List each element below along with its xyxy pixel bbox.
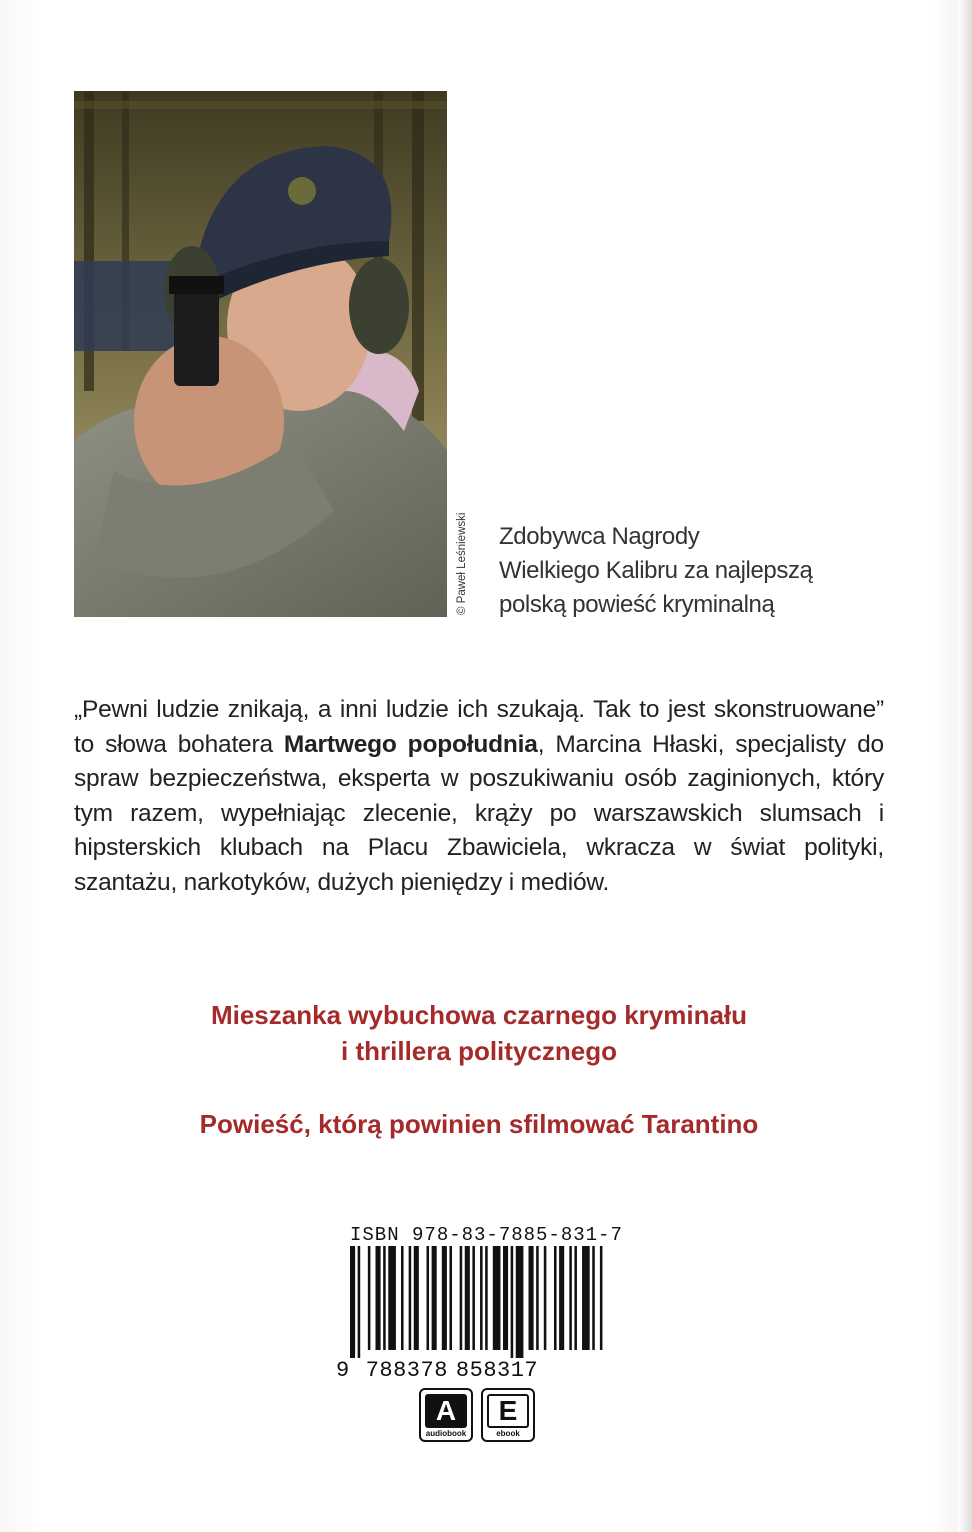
barcode-bar [600, 1246, 603, 1350]
barcode-bar [536, 1246, 539, 1350]
award-line: Zdobywca Nagrody [499, 523, 700, 550]
barcode-bar [409, 1246, 412, 1350]
barcode-bar [465, 1246, 470, 1350]
ean-first-digit: 9 [336, 1358, 350, 1383]
barcode-bar [592, 1246, 595, 1350]
barcode-bar [432, 1246, 437, 1350]
barcode-bar [427, 1246, 430, 1350]
ebook-badge [481, 1388, 535, 1442]
barcode-bar [554, 1246, 557, 1350]
barcode-bar [569, 1246, 572, 1350]
description-text-end: , Marcina Hłaski, specjalisty do spraw bezpieczeństwa, eksperta w poszukiwaniu osób zaginionych, który tym razem, wypełniając zlecenie, krąży po warszawskich slumsach i hipsterskich klubach na Placu Zbawiciela, wkracza w świat polityki, szantażu, narkotyków, dużych pieniędzy i mediów. [74, 730, 884, 896]
barcode-bar [368, 1246, 371, 1350]
ebook-caption: ebook [496, 1429, 520, 1438]
award-line: Wielkiego Kalibru za najlepszą [499, 557, 813, 584]
barcode-bar [401, 1246, 404, 1350]
barcode-bar [414, 1246, 419, 1350]
barcode-bar [449, 1246, 452, 1350]
barcode-bar [376, 1246, 381, 1350]
ean-right-group: 858317 [455, 1358, 539, 1383]
isbn-barcode [336, 1224, 623, 1386]
barcode-bar [582, 1246, 590, 1350]
barcode-bar [503, 1246, 508, 1350]
barcode-bar [529, 1246, 534, 1350]
isbn-label: ISBN 978-83-7885-831-7 [350, 1224, 623, 1246]
award-line: polską powieść kryminalną [499, 591, 775, 618]
book-title: Martwego popołudnia [283, 730, 538, 758]
barcode-bar [383, 1246, 386, 1350]
barcode-bar [472, 1246, 475, 1350]
audiobook-caption: audiobook [425, 1429, 467, 1438]
barcode-bar [350, 1246, 355, 1358]
tagline-genre [74, 997, 884, 1069]
ebook-letter: E [487, 1394, 529, 1428]
audiobook-badge [419, 1388, 473, 1442]
barcode-bar [559, 1246, 564, 1350]
barcode-bar [574, 1246, 577, 1350]
tagline-tarantino: Powieść, którą powinien sfilmować Tarantino [199, 1109, 759, 1139]
barcode-bar [358, 1246, 361, 1358]
barcode-bar [485, 1246, 488, 1350]
barcode-bar [511, 1246, 514, 1358]
cover-edge-shadow [958, 0, 972, 1532]
award-caption [499, 520, 829, 622]
barcode-bar [460, 1246, 463, 1350]
book-description [74, 693, 884, 901]
barcode-bars [336, 1246, 620, 1358]
description-text-start: „Pewni ludzie znikają, a inni ludzie ich szukają. Tak to jest skonstruowane” to słowa bohatera [74, 696, 884, 758]
author-photo [74, 91, 447, 617]
barcode-bar [480, 1246, 483, 1350]
tagline-genre-line2: i thrillera politycznego [341, 1036, 617, 1066]
barcode-bar [388, 1246, 396, 1350]
photo-credit: © Paweł Leśniewski [456, 512, 468, 615]
author-photo-illustration [74, 91, 447, 617]
ean-digits [336, 1358, 538, 1383]
audiobook-letter: A [425, 1394, 467, 1428]
barcode-bar [516, 1246, 524, 1358]
barcode-bar [544, 1246, 547, 1350]
barcode-bar [442, 1246, 447, 1350]
tagline-genre-line1: Mieszanka wybuchowa czarnego kryminału [210, 1000, 748, 1030]
barcode-bar [493, 1246, 501, 1350]
format-badges [419, 1388, 539, 1444]
ean-left-group: 788378 [365, 1358, 448, 1383]
